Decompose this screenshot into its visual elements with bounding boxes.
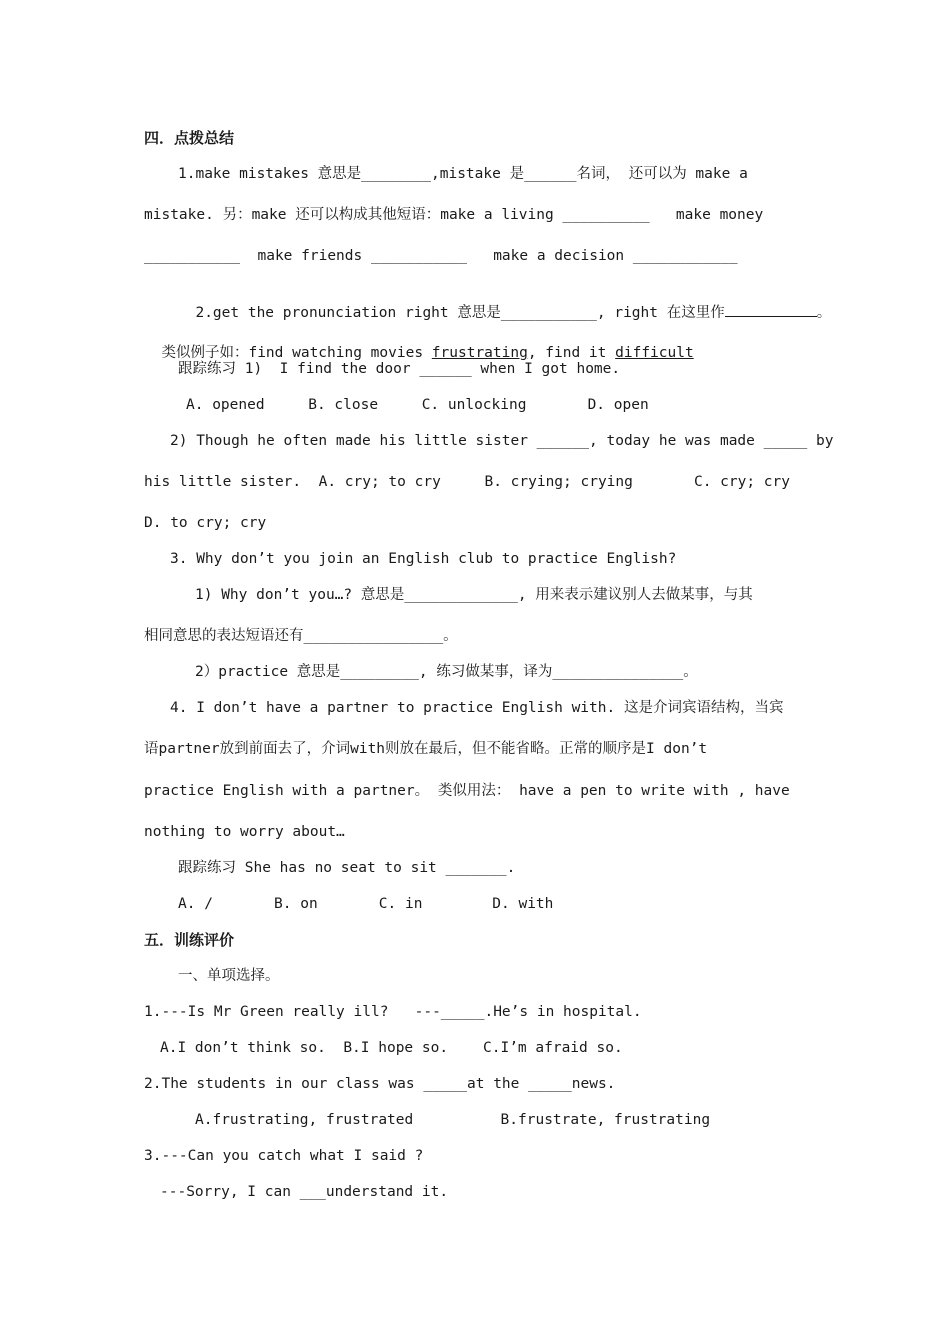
question-2-options: A.frustrating, frustrated B.frustrate, frustrating [195, 1112, 711, 1128]
practice-1-question: 跟踪练习 1) I find the door ______ when I got home. [178, 361, 621, 377]
section-5-subtitle: 一、单项选择。 [178, 968, 280, 984]
summary-point-1-line-3: ___________ make friends ___________ make a decision ____________ [144, 248, 738, 264]
example-middle: , find it [527, 345, 616, 361]
question-3-answer: ---Sorry, I can ___understand it. [160, 1184, 449, 1200]
summary-point-3-line-4: 2）practice 意思是_________, 练习做某事，译为_______________。 [195, 664, 698, 680]
summary-point-4-line-4: nothing to worry about… [144, 824, 345, 840]
answer-blank [725, 302, 817, 317]
question-1-options: A.I don’t think so. B.I hope so. C.I’m afraid so. [160, 1040, 623, 1056]
practice-2-line-1: 2) Though he often made his little sister ______, today he was made _____ by [170, 433, 834, 449]
practice-2-line-2: his little sister. A. cry; to cry B. crying; crying C. cry; cry [144, 474, 791, 490]
summary-point-3-line-3: 相同意思的表达短语还有________________。 [144, 628, 458, 644]
example-intro: 类似例子如：find watching movies [161, 345, 432, 361]
point-2-period: 。 [816, 305, 832, 321]
question-1: 1.---Is Mr Green really ill? ---_____.He’s in hospital. [144, 1004, 642, 1020]
section-5-title: 五．训练评价 [144, 931, 235, 949]
summary-point-3-line-1: 3. Why don’t you join an English club to practice English? [170, 551, 677, 567]
question-2: 2.The students in our class was _____at the _____news. [144, 1076, 616, 1092]
practice-3-question: 跟踪练习 She has no seat to sit _______. [178, 860, 516, 876]
point-2-text: 2.get the pronunciation right 意思是___________, right 在这里作 [195, 305, 725, 321]
summary-point-2-line-1 [178, 282, 831, 323]
question-3: 3.---Can you catch what I said ? [144, 1148, 424, 1164]
practice-2-line-3: D. to cry; cry [144, 515, 267, 531]
summary-point-4-line-3: practice English with a partner。 类似用法： have a pen to write with , have [144, 783, 790, 799]
summary-point-1-line-1: 1.make mistakes 意思是________,mistake 是______名词， 还可以为 make a [178, 166, 748, 182]
summary-point-1-line-2: mistake. 另：make 还可以构成其他短语：make a living __________ make money [144, 207, 764, 223]
practice-3-options: A. / B. on C. in D. with [178, 896, 554, 912]
summary-point-4-line-1: 4. I don’t have a partner to practice English with. 这是介词宾语结构，当宾 [170, 700, 784, 716]
summary-point-4-line-2: 语partner放到前面去了，介词with则放在最后，但不能省略。正常的顺序是I don’t [144, 741, 708, 757]
section-4-title: 四．点拨总结 [144, 129, 235, 147]
practice-1-options: A. opened B. close C. unlocking D. open [186, 397, 649, 413]
example-word-frustrating: frustrating [431, 345, 528, 361]
summary-point-3-line-2: 1) Why don’t you…? 意思是_____________, 用来表示建议别人去做某事，与其 [195, 587, 753, 603]
summary-point-2-line-2 [144, 323, 694, 363]
example-word-difficult: difficult [615, 345, 694, 361]
